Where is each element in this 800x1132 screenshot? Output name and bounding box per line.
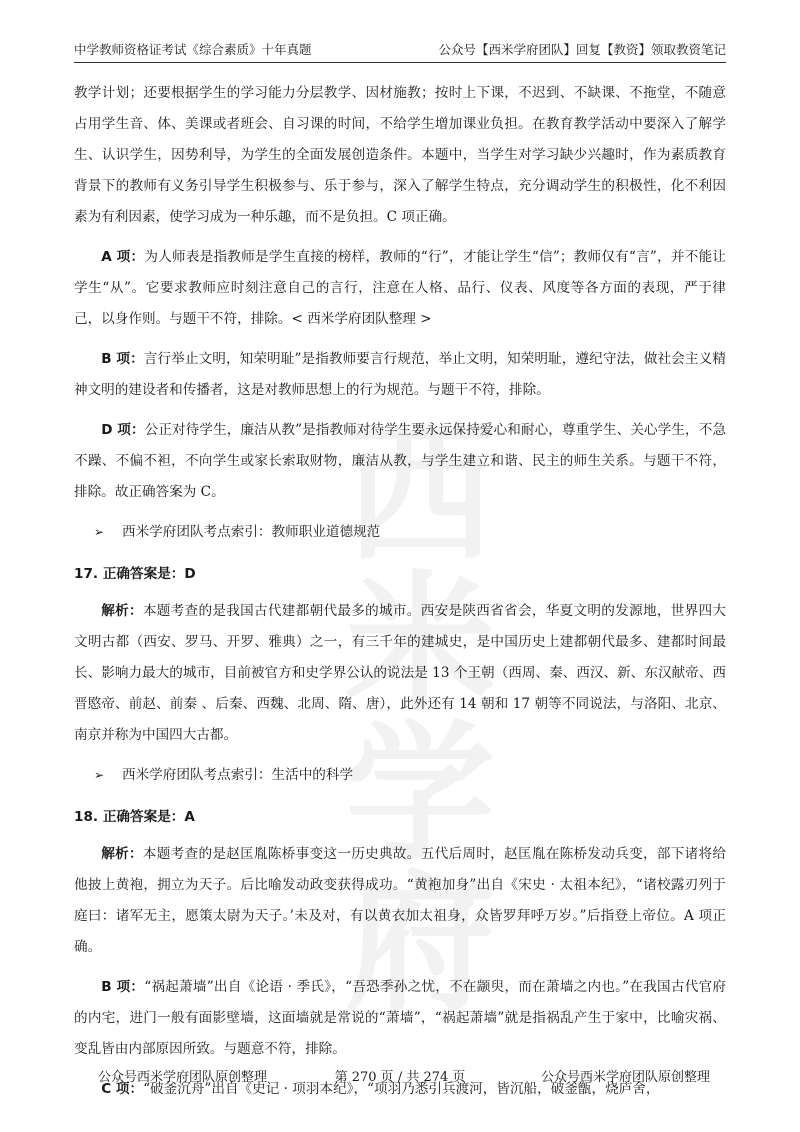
option-label: A 项： [101,249,145,265]
analysis-label: 解析： [101,846,143,862]
q16-topic-index [74,517,726,548]
header-promo: 公众号【西米学府团队】回复【教资】领取教资笔记 [438,42,726,57]
q18-option-b [74,972,726,1065]
analysis-text: 本题考查的是我国古代建都朝代最多的城市。西安是陕西省省会，华夏文明的发源地，世界四大文明古都（西安、罗马、开罗、雅典）之一，有三千年的建城史，是中国历史上建都朝代最多、建都时间最长、影响力最大的城市，目前被官方和史学界公认的说法是 13 个王朝（西周、秦、西汉、新、东汉献帝、西晋愍帝、前赵、前秦 、后秦、西魏、北周、隋、唐），此外还有 14 朝和 17 朝等不同说法，与洛阳、北京、南京并称为中国四大古都。 [74,603,727,743]
q16-option-d [74,415,726,508]
q16-option-a [74,242,726,335]
watermark-logo: 西米学府 [344,408,495,1032]
arrow-bullet-icon: ➢ [94,525,105,539]
analysis-text: 本题考查的是赵匡胤陈桥事变这一历史典故。五代后周时，赵匡胤在陈桥发动兵变，部下诸将给他披上黄袍，拥立为天子。后比喻发动政变获得成功。“黄袍加身”出自《宋史 · 太祖本纪》，“诸校露刃列于庭曰：诸军无主，愿策太尉为天子。’未及对，有以黄衣加太祖身，众皆罗拜呼万岁。”后指登上帝位。A 项正确。 [74,846,727,955]
option-text: 公正对待学生，廉洁从教”是指教师对待学生要永远保持爱心和耐心，尊重学生、关心学生，不急不躁、不偏不袒，不向学生或家长索取财物，廉洁从教，与学生建立和谐、民主的师生关系。与题干不符，排除。故正确答案为 C。 [74,422,726,500]
option-text: “破釜沉舟”出自《史记 · 项羽本纪》，“项羽乃悉引兵渡河，皆沉船，破釜甑，烧庐舍， [143,1081,660,1097]
option-text: 言行举止文明，知荣明耻”是指教师要言行规范，举止文明，知荣明耻，遵纪守法，做社会主义精神文明的建设者和传播者，这是对教师思想上的行为规范。与题干不符，排除。 [74,351,726,398]
header-book-title: 中学教师资格证考试《综合素质》十年真题 [74,42,312,57]
footer-left-credit: 公众号西米学府团队原创整理 [98,1070,268,1085]
footer-right-credit: 公众号西米学府团队原创整理 [540,1070,710,1085]
q17-answer-title: 17. 正确答案是：D [74,566,196,582]
q18-answer-title: 18. 正确答案是：A [74,809,195,825]
analysis-label: 解析： [101,603,143,619]
option-label: B 项： [101,351,144,367]
q16-explanation-paragraph: 教学计划；还要根据学生的学习能力分层教学、因材施教；按时上下课，不迟到、不缺课、不拖堂，不随意占用学生音、体、美课或者班会、自习课的时间，不给学生增加课业负担。在教育教学活动中要深入了解学生、认识学生，因势利导，为学生的全面发展创造条件。本题中，当学生对学习缺少兴趣时，作为素质教育背景下的教师有义务引导学生积极参与、乐于参与，深入了解学生特点，充分调动学生的积极性，化不利因素为有利因素，使学习成为一种乐趣，而不是负担。C 项正确。 [74,85,726,225]
q16-option-b [74,344,726,406]
option-label: B 项： [101,979,145,995]
q17-topic-index [74,760,726,791]
option-label: C 项： [101,1081,144,1097]
q17-analysis [74,596,726,751]
topic-index-text: 西米学府团队考点索引：教师职业道德规范 [122,524,381,540]
q18-analysis [74,839,726,963]
page-header [74,40,726,63]
option-text: 为人师表是指教师是学生直接的榜样，教师的“行”，才能让学生“信”；教师仅有“言”，并不能让学生“从”。它要求教师应时刻注意自己的言行，注意在人格、品行、仪表、风度等各方面的表现，严于律己，以身作则。与题干不符，排除。< 西米学府团队整理 > [74,249,726,327]
option-label: D 项： [101,422,145,438]
topic-index-text: 西米学府团队考点索引：生活中的科学 [122,767,354,783]
arrow-bullet-icon: ➢ [94,768,105,782]
page-body [74,78,726,1114]
page-number: 第 270 页 / 共 274 页 [334,1070,466,1085]
option-text: “祸起萧墙”出自《论语 · 季氏》，“吾恐季孙之忧，不在颛臾，而在萧墙之内也。”在我国古代官府的内宅，进门一般有面影壁墙，这面墙就是常说的“萧墙”，“祸起萧墙”就是指祸乱产生于家中，比喻灾祸、变乱皆由内部原因所致。与题意不符，排除。 [74,979,726,1057]
